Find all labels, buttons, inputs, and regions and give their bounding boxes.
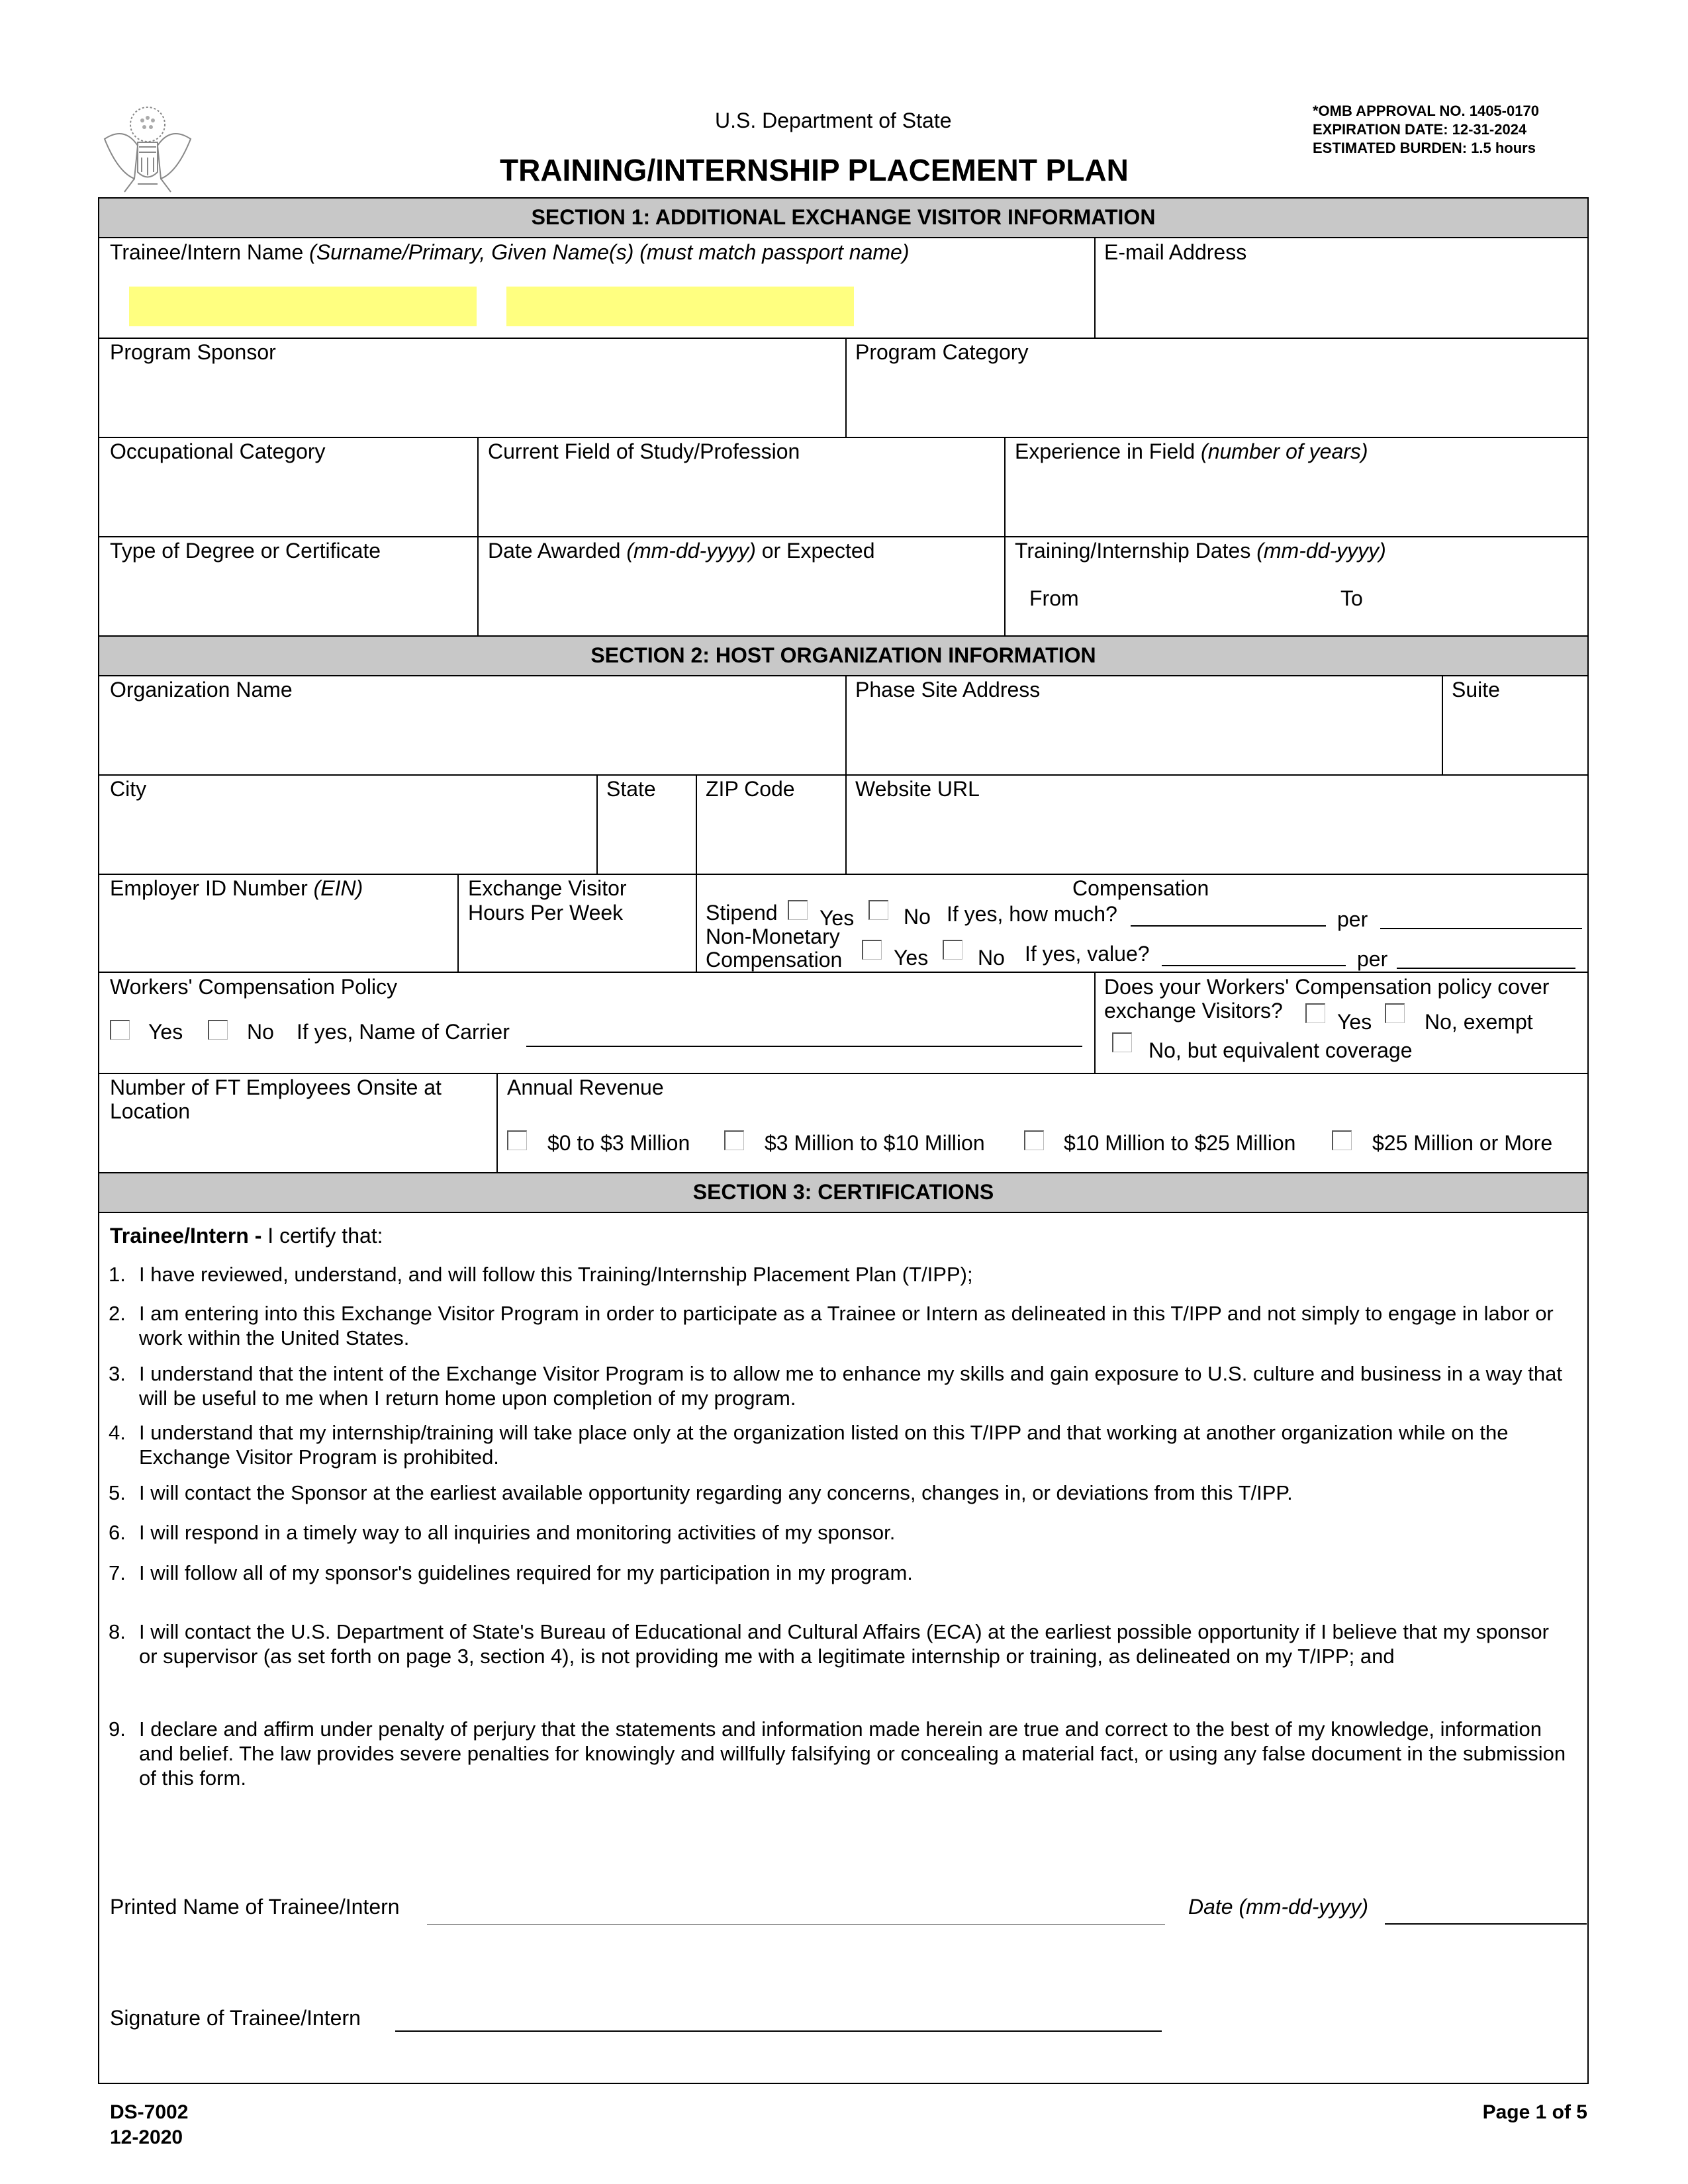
printed-name-label: Printed Name of Trainee/Intern: [110, 1895, 400, 1919]
workers-comp-no-label: No: [247, 1020, 274, 1044]
non-monetary-no-checkbox[interactable]: [943, 940, 962, 960]
non-monetary-yes-label: Yes: [894, 946, 929, 970]
section1-heading: SECTION 1: ADDITIONAL EXCHANGE VISITOR INFORMATION: [531, 205, 1156, 229]
printed-name-input[interactable]: [427, 1893, 1165, 1923]
revenue-option-2-label: $3 Million to $10 Million: [765, 1131, 985, 1155]
estimated-burden: ESTIMATED BURDEN: 1.5 hours: [1313, 140, 1536, 156]
cert-number: 9.: [109, 1717, 126, 1741]
field-of-study-label: Current Field of Study/Profession: [488, 439, 800, 463]
ein-label: Employer ID Number (EIN): [110, 876, 363, 900]
revenue-option-3-checkbox[interactable]: [1024, 1130, 1044, 1150]
non-monetary-no-label: No: [978, 946, 1005, 970]
workers-comp-no-checkbox[interactable]: [208, 1020, 228, 1040]
phase-site-address-input[interactable]: [851, 705, 1436, 771]
section2-heading: SECTION 2: HOST ORGANIZATION INFORMATION: [590, 643, 1096, 667]
to-date-input[interactable]: [1377, 582, 1582, 622]
stipend-yes-checkbox[interactable]: [788, 900, 808, 920]
cert-number: 7.: [109, 1561, 126, 1584]
revenue-option-3-label: $10 Million to $25 Million: [1064, 1131, 1296, 1155]
non-monetary-label-2: Compensation: [706, 948, 843, 972]
certification-item-6: I will respond in a timely way to all inquiries and monitoring activities of my sponsor.: [139, 1521, 896, 1544]
stipend-per-label: per: [1337, 907, 1368, 931]
policy-question-2: exchange Visitors?: [1104, 999, 1283, 1023]
hours-label-1: Exchange Visitor: [468, 876, 627, 900]
revenue-option-4-label: $25 Million or More: [1372, 1131, 1553, 1155]
certification-item-7: I will follow all of my sponsor's guidelines required for my participation in my program.: [139, 1561, 913, 1584]
revenue-option-1-checkbox[interactable]: [507, 1130, 527, 1150]
program-category-label: Program Category: [855, 340, 1029, 364]
policy-no-equivalent-label: No, but equivalent coverage: [1149, 1038, 1413, 1062]
certification-item-3: I understand that the intent of the Exchange Visitor Program is to allow me to enhance my skills and gain exposure to U.S. culture and business in a way that will be useful to me when I return home upon completion of my program.: [139, 1362, 1562, 1410]
non-monetary-per-label: per: [1357, 947, 1388, 971]
employees-input[interactable]: [106, 1125, 490, 1168]
given-name-input[interactable]: [506, 287, 854, 326]
experience-input[interactable]: [1009, 467, 1582, 533]
non-monetary-value-input[interactable]: [1162, 940, 1346, 965]
carrier-label: If yes, Name of Carrier: [297, 1020, 510, 1044]
website-input[interactable]: [851, 804, 1582, 870]
cert-number: 4.: [109, 1421, 126, 1444]
employees-label-2: Location: [110, 1099, 190, 1123]
policy-yes-label: Yes: [1337, 1010, 1372, 1034]
annual-revenue-label: Annual Revenue: [507, 1075, 664, 1099]
field-of-study-input[interactable]: [483, 467, 1000, 533]
email-input[interactable]: [1099, 266, 1585, 332]
program-sponsor-label: Program Sponsor: [110, 340, 276, 364]
certification-item-1: I have reviewed, understand, and will follow this Training/Internship Placement Plan (T/IPP);: [139, 1263, 973, 1286]
trainee-name-label: Trainee/Intern Name (Surname/Primary, Given Name(s) (must match passport name): [110, 240, 910, 264]
cert-number: 2.: [109, 1302, 126, 1325]
from-date-input[interactable]: [1086, 582, 1324, 622]
cert-number: 1.: [109, 1263, 126, 1286]
non-monetary-label-1: Non-Monetary: [706, 925, 840, 948]
surname-input[interactable]: [129, 287, 477, 326]
expiration-date: EXPIRATION DATE: 12-31-2024: [1313, 121, 1527, 138]
stipend-amount-input[interactable]: [1131, 900, 1326, 925]
phase-site-address-label: Phase Site Address: [855, 678, 1041, 702]
compensation-heading: Compensation: [1072, 876, 1209, 900]
non-monetary-yes-checkbox[interactable]: [862, 940, 882, 960]
workers-comp-yes-label: Yes: [148, 1020, 183, 1044]
revenue-option-2-checkbox[interactable]: [724, 1130, 744, 1150]
date-awarded-input[interactable]: [483, 566, 1000, 632]
certification-item-9: I declare and affirm under penalty of perjury that the statements and information made herein are true and correct to the best of my knowledge, information and belief. The law provides severe penalties for knowingly and willfully falsifying or concealing a material fact, or using any false document in the submission of this form.: [139, 1717, 1566, 1790]
policy-no-exempt-label: No, exempt: [1425, 1010, 1533, 1034]
policy-question-1: Does your Workers' Compensation policy cover: [1104, 975, 1550, 999]
organization-name-input[interactable]: [106, 705, 841, 771]
form-number: DS-7002: [110, 2101, 189, 2123]
revenue-option-1-label: $0 to $3 Million: [547, 1131, 690, 1155]
carrier-name-input[interactable]: [526, 1019, 1082, 1046]
us-seal-icon: [98, 99, 197, 199]
signature-input[interactable]: [395, 1999, 1162, 2030]
form-date: 12-2020: [110, 2126, 183, 2148]
page-number: Page 1 of 5: [1482, 2101, 1587, 2123]
city-label: City: [110, 777, 147, 801]
occupational-category-input[interactable]: [106, 467, 473, 533]
cert-number: 6.: [109, 1521, 126, 1544]
stipend-no-label: No: [904, 905, 931, 929]
section3-heading: SECTION 3: CERTIFICATIONS: [692, 1180, 994, 1204]
organization-name-label: Organization Name: [110, 678, 293, 702]
workers-comp-label: Workers' Compensation Policy: [110, 975, 398, 999]
revenue-option-4-checkbox[interactable]: [1332, 1130, 1352, 1150]
suite-label: Suite: [1452, 678, 1500, 702]
policy-no-equivalent-checkbox[interactable]: [1112, 1032, 1132, 1052]
hours-label-2: Hours Per Week: [468, 901, 624, 925]
omb-approval: *OMB APPROVAL NO. 1405-0170: [1313, 103, 1539, 119]
program-category-input[interactable]: [851, 367, 1582, 433]
zip-input[interactable]: [701, 804, 840, 870]
city-input[interactable]: [106, 804, 592, 870]
degree-type-label: Type of Degree or Certificate: [110, 539, 381, 563]
date-input[interactable]: [1385, 1893, 1587, 1923]
experience-label: Experience in Field (number of years): [1015, 439, 1368, 463]
degree-type-input[interactable]: [106, 566, 473, 632]
program-sponsor-input[interactable]: [106, 367, 841, 433]
stipend-no-checkbox[interactable]: [868, 900, 888, 920]
certification-item-2: I am entering into this Exchange Visitor Program in order to participate as a Trainee or Intern as delineated in this T/IPP and not simply to engage in labor or work within the United States.: [139, 1302, 1554, 1349]
date-label: Date (mm-dd-yyyy): [1188, 1895, 1369, 1919]
state-label: State: [606, 777, 656, 801]
to-label: To: [1340, 586, 1363, 610]
non-monetary-per-input[interactable]: [1397, 942, 1575, 968]
occupational-category-label: Occupational Category: [110, 439, 326, 463]
stipend-per-input[interactable]: [1380, 903, 1582, 928]
hours-per-week-input[interactable]: [463, 927, 692, 966]
state-input[interactable]: [602, 804, 691, 870]
certification-intro: Trainee/Intern - I certify that:: [110, 1224, 383, 1248]
cert-number: 8.: [109, 1620, 126, 1643]
website-label: Website URL: [855, 777, 980, 801]
certification-item-8: I will contact the U.S. Department of State's Bureau of Educational and Cultural Affairs (ECA) at the earliest possible opportunity if I believe that my sponsor or supervisor (as set forth on page 3, section 4), is not providing me with a legitimate internship or training, as delineated on my T/IPP; and: [139, 1620, 1549, 1668]
department-name: U.S. Department of State: [715, 109, 952, 132]
cert-number: 5.: [109, 1481, 126, 1504]
from-label: From: [1029, 586, 1079, 610]
how-much-label: If yes, how much?: [947, 902, 1117, 926]
training-dates-label: Training/Internship Dates (mm-dd-yyyy): [1015, 539, 1386, 563]
certification-item-5: I will contact the Sponsor at the earliest available opportunity regarding any concerns, changes in, or deviations from this T/IPP.: [139, 1481, 1293, 1504]
employees-label-1: Number of FT Employees Onsite at: [110, 1075, 442, 1099]
zip-label: ZIP Code: [706, 777, 795, 801]
email-label: E-mail Address: [1104, 240, 1247, 264]
workers-comp-yes-checkbox[interactable]: [110, 1020, 130, 1040]
suite-input[interactable]: [1447, 705, 1583, 771]
form-title: TRAINING/INTERNSHIP PLACEMENT PLAN: [500, 153, 1129, 187]
certification-item-4: I understand that my internship/training will take place only at the organization listed on this T/IPP and that working at another organization while on the Exchange Visitor Program is prohibited.: [139, 1421, 1509, 1469]
stipend-label: Stipend: [706, 901, 778, 925]
cert-number: 3.: [109, 1362, 126, 1385]
policy-no-exempt-checkbox[interactable]: [1385, 1003, 1405, 1023]
date-awarded-label: Date Awarded (mm-dd-yyyy) or Expected: [488, 539, 875, 563]
stipend-yes-label: Yes: [820, 906, 855, 930]
ein-input[interactable]: [106, 903, 453, 966]
signature-label: Signature of Trainee/Intern: [110, 2006, 361, 2030]
policy-yes-checkbox[interactable]: [1305, 1003, 1325, 1023]
if-value-label: If yes, value?: [1025, 942, 1150, 966]
